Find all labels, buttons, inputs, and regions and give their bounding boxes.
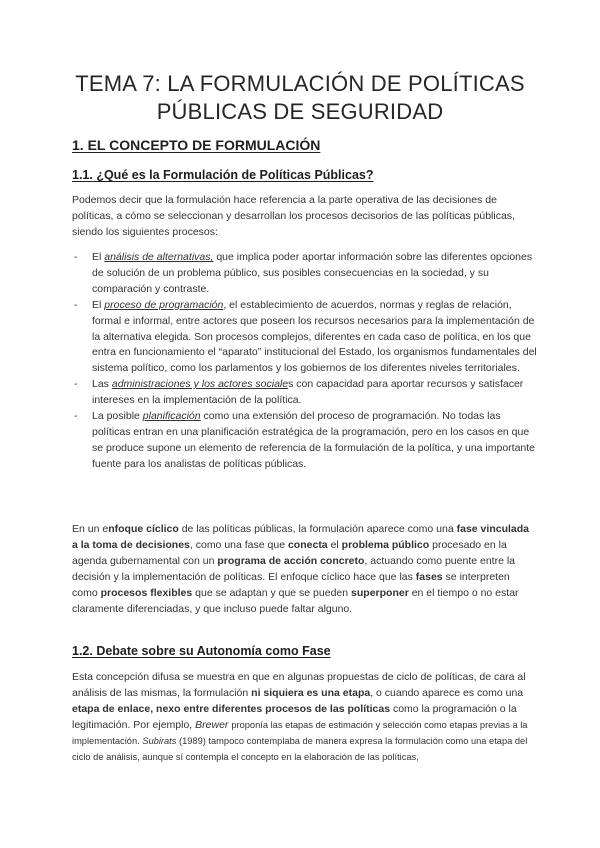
dash-bullet: - <box>74 410 78 423</box>
debate-paragraph: Esta concepción difusa se muestra en que en algunas propuestas de ciclo de políticas, de cara al análisis de las mismas, la formulación ni siquiera es una etapa, o cuando aparece es como una etapa de enlace, nexo entre diferentes procesos de las políticas como la programación o la legitimación. Por ejemplo, Brewer proponía las etapas de estimación y selección como etapas previas a la implementación. Subirats (1989) tampoco contemplaba de manera expresa la formulación como una etapa del ciclo de análisis, aunque sí contempla el concepto en la elaboración de las políticas, <box>72 671 528 762</box>
subsection-heading-1-1: 1.1. ¿Qué es la Formulación de Políticas Públicas? <box>72 168 374 182</box>
list-item: - La posible planificación como una extensión del proceso de programación. No todas las políticas entran en una planificación estratégica de la programación, pero en los casos en que se produce supone un elemento de referencia de la formulación de la política, y una importante fuente para los analistas de políticas públicas. <box>74 410 536 470</box>
term-administraciones-actores: administraciones y los actores sociale <box>111 378 289 391</box>
intro-paragraph: Podemos decir que la formulación hace referencia a la parte operativa de las decisiones de políticas, a cómo se seleccionan y desarrollan los procesos decisorios de las políticas públicas, siendo los siguientes procesos: <box>72 194 515 238</box>
page-title <box>60 70 540 126</box>
page-title-line-2: PÚBLICAS DE SEGURIDAD <box>156 99 444 124</box>
author-subirats: Subirats <box>142 735 177 746</box>
list-item: - El análisis de alternativas, que implica poder aportar información sobre las diferentes opciones de solución de un problema público, sus posibles consecuencias en la sociedad, y su comparación y contraste. <box>74 251 533 295</box>
cyclic-approach-paragraph: En un enfoque cíclico de las políticas públicas, la formulación aparece como una fase vinculada a la toma de decisiones, como una fase que conecta el problema público procesado en la agenda gubernamental con un programa de acción concreto, actuando como puente entre la decisión y la implementación de políticas. El enfoque cíclico hace que las fases se interpreten como procesos flexibles que se adaptan y que se pueden superponer en el tiempo o no estar claramente diferenciadas, y que incluso puede faltar alguno. <box>72 523 529 615</box>
term-planificacion: planificación <box>142 410 201 423</box>
list-item: - El proceso de programación, el establecimiento de acuerdos, normas y reglas de relación, formal e informal, entre actores que poseen los recursos necesarios para la implementación de la alternativa elegida. Son procesos complejos, diferentes en cada caso de política, en los que entra en funcionamiento el “aparato” institucional del Estado, los organismos fundamentales del sistema político, como los parlamentos y los gobiernos de los diferentes niveles territoriales. <box>74 298 537 375</box>
term-analisis-de-alternativas: análisis de alternativas, <box>104 251 214 263</box>
page-title-line-1: TEMA 7: LA FORMULACIÓN DE POLÍTICAS <box>75 71 525 96</box>
dash-bullet: - <box>74 378 78 391</box>
term-proceso-de-programacion: proceso de programación <box>104 298 224 311</box>
list-item: - Las administraciones y los actores sociales con capacidad para aportar recursos y satisfacer intereses en la implementación de la política. <box>74 378 524 407</box>
section-heading-1: 1. EL CONCEPTO DE FORMULACIÓN <box>72 137 321 153</box>
dash-bullet: - <box>74 251 78 263</box>
subsection-heading-1-2: 1.2. Debate sobre su Autonomía como Fase <box>72 644 331 658</box>
process-list <box>72 250 538 473</box>
author-brewer: Brewer <box>195 718 229 731</box>
dash-bullet: - <box>74 298 78 311</box>
